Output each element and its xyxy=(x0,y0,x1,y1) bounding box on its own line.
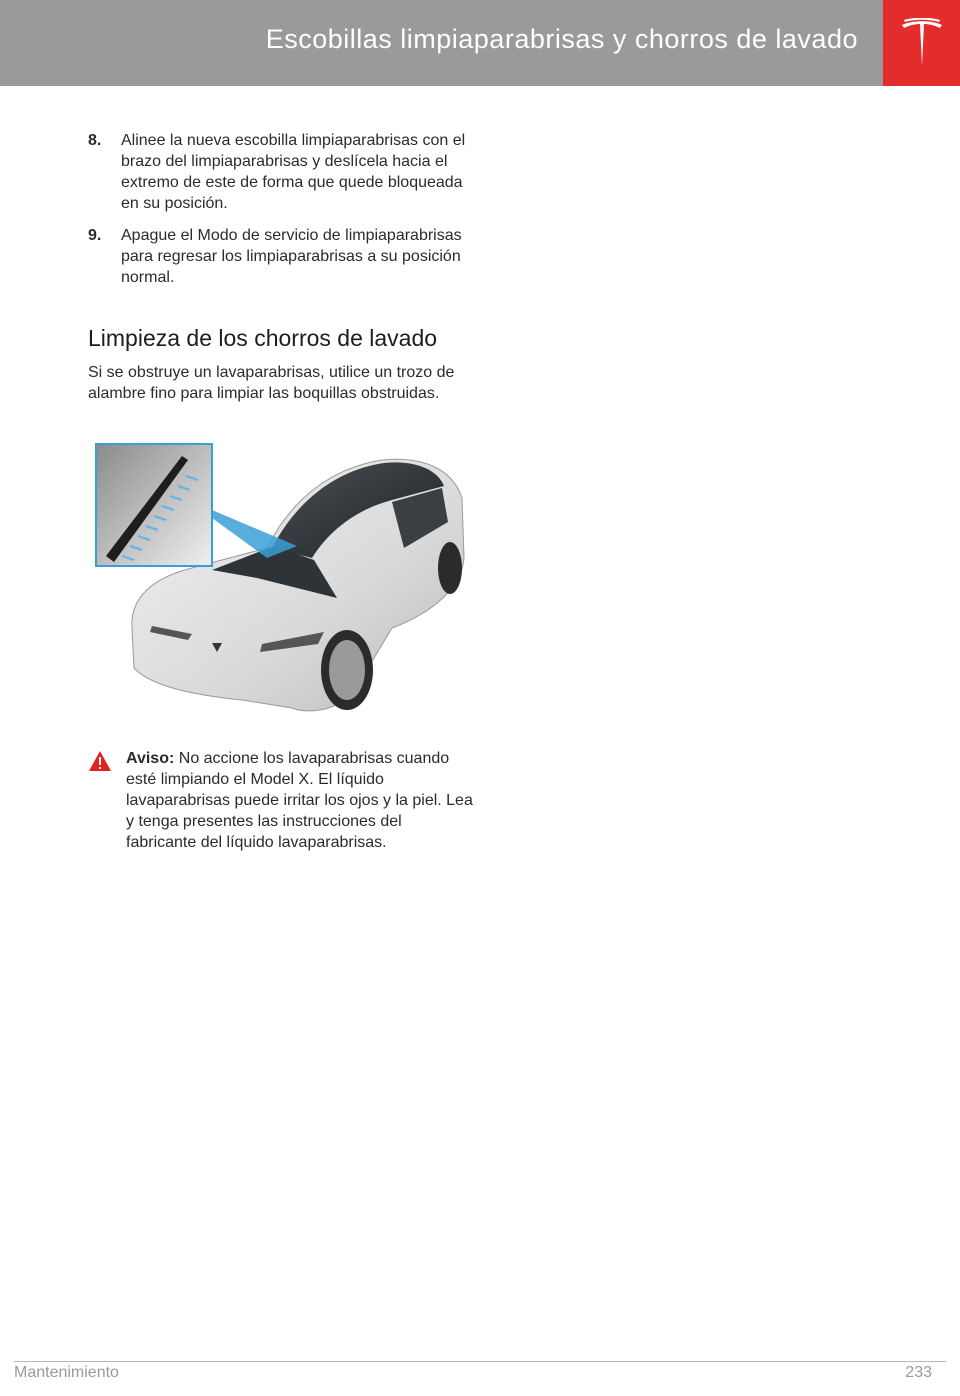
warning-text xyxy=(126,748,473,853)
washer-nozzle-illustration xyxy=(92,438,472,722)
warning-body: No accione los lavaparabrisas cuando esté limpiando el Model X. El líquido lavaparabrisas puede irritar los ojos y la piel. Lea y tenga presentes las instrucciones del fabricante del líquido lavaparabrisas. xyxy=(126,750,473,851)
tesla-logo-icon xyxy=(883,0,960,86)
step-text: Apague el Modo de servicio de limpiaparabrisas para regresar los limpiaparabrisas a su posición normal. xyxy=(121,227,462,286)
step-number: 9. xyxy=(88,227,102,244)
step-item xyxy=(88,130,478,214)
section-intro: Si se obstruye un lavaparabrisas, utilice un trozo de alambre fino para limpiar las boquillas obstruidas. xyxy=(88,364,455,402)
step-text: Alinee la nueva escobilla limpiaparabrisas con el brazo del limpiaparabrisas y deslícela hacia el extremo de este de forma que quede bloqueada en su posición. xyxy=(121,132,466,212)
footer-divider xyxy=(14,1361,946,1362)
warning-note xyxy=(88,748,473,853)
steps-list xyxy=(88,130,478,299)
warning-label: Aviso: xyxy=(126,750,175,767)
warning-icon xyxy=(88,748,126,853)
section-heading: Limpieza de los chorros de lavado xyxy=(88,325,438,351)
page-title: Escobillas limpiaparabrisas y chorros de lavado xyxy=(265,24,858,54)
footer-section: Mantenimiento xyxy=(14,1364,119,1381)
page-number: 233 xyxy=(905,1364,932,1381)
step-number: 8. xyxy=(88,132,102,149)
step-item xyxy=(88,225,478,288)
